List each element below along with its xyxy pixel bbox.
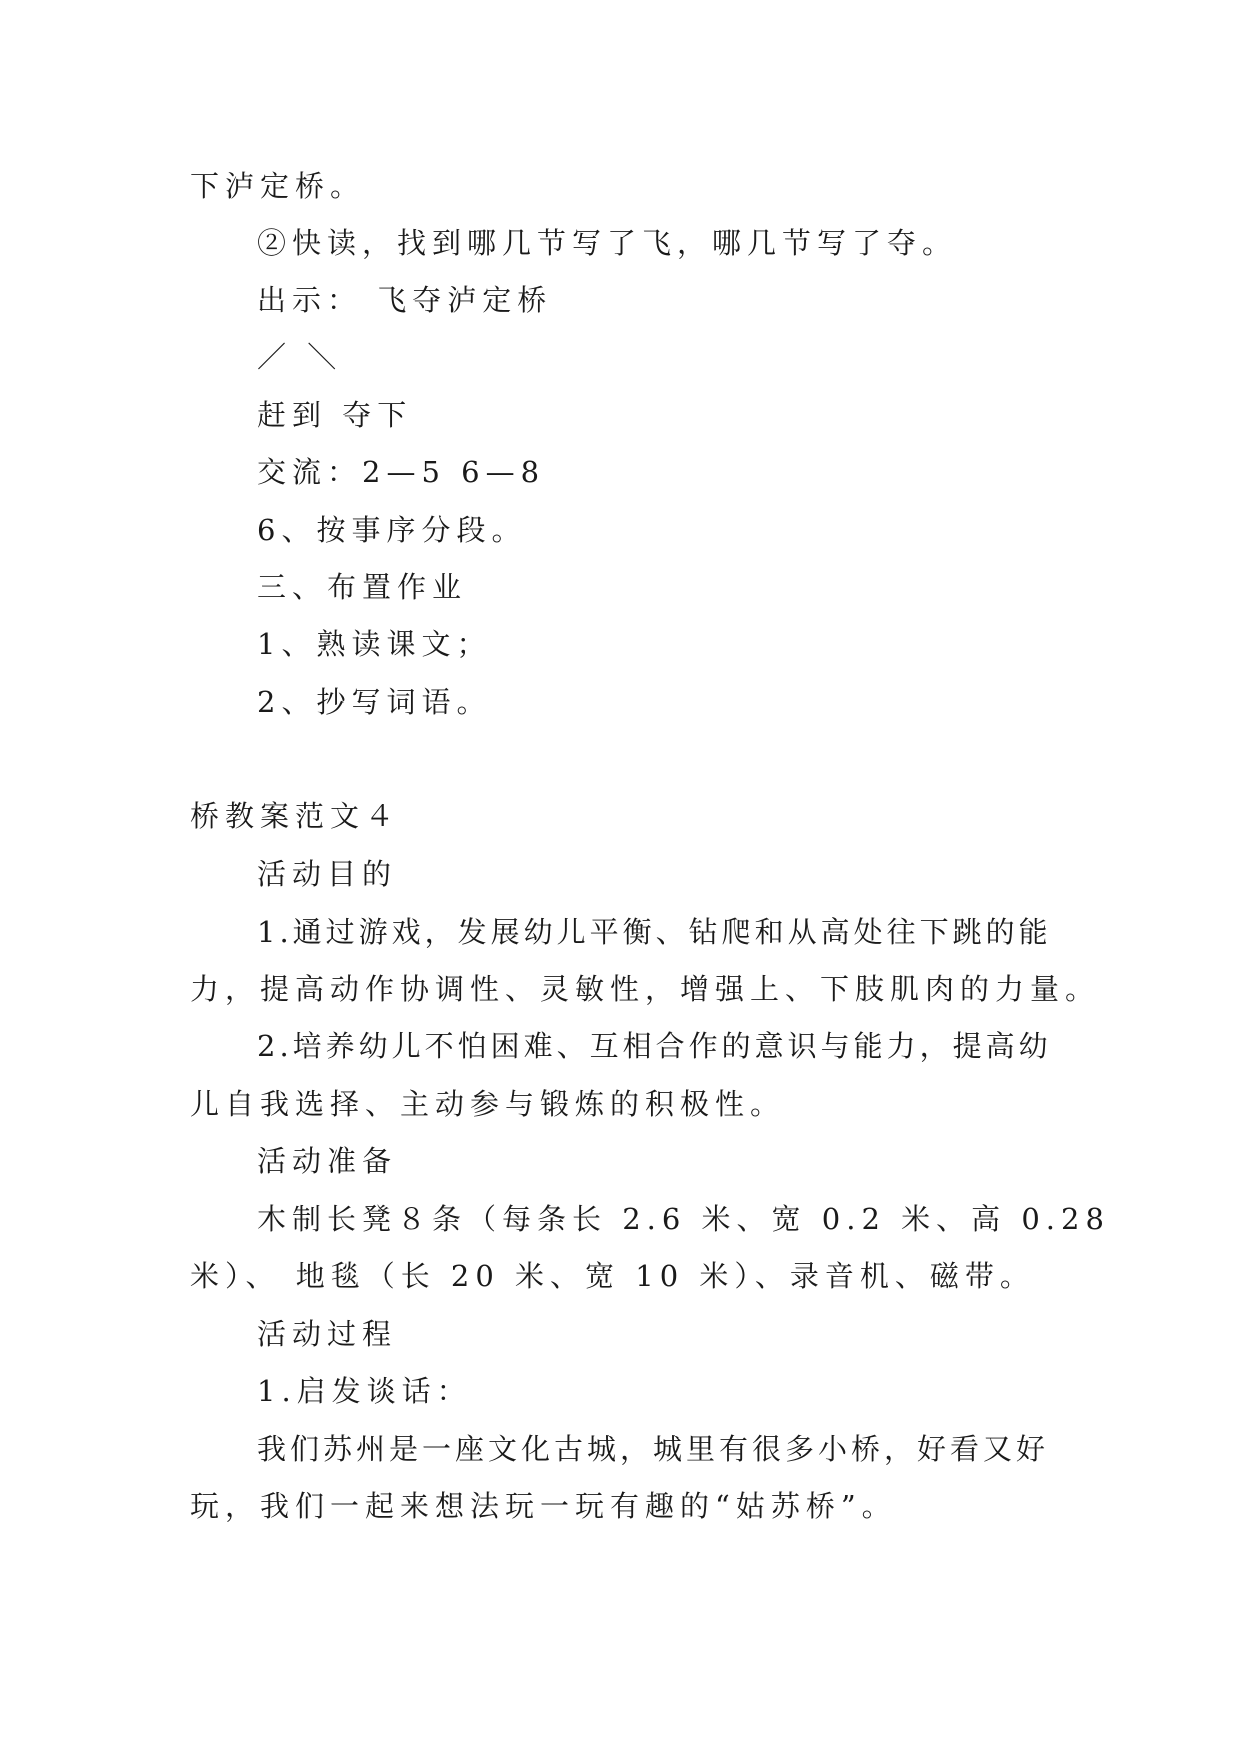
text-line: ／ ＼ <box>257 340 343 374</box>
text-line: 6、按事序分段。 <box>257 513 527 547</box>
text-line: ②快读，找到哪几节写了飞，哪几节写了夺。 <box>257 226 958 260</box>
text-line: 交流：2—5 6—8 <box>257 455 546 489</box>
paragraph-line: 1.通过游戏，发展幼儿平衡、钻爬和从高处往下跳的能 <box>257 915 1052 949</box>
section-heading: 活动目的 <box>257 857 398 891</box>
text-line: 出示： 飞夺泸定桥 <box>257 283 553 317</box>
section-heading: 活动准备 <box>257 1144 398 1178</box>
text-line: 1、熟读课文； <box>257 627 492 661</box>
paragraph-line: 力，提高动作协调性、灵敏性，增强上、下肢肌肉的力量。 <box>190 972 1101 1006</box>
text-line: 2、抄写词语。 <box>257 685 492 719</box>
paragraph-line: 2.培养幼儿不怕困难、互相合作的意识与能力，提高幼 <box>257 1029 1052 1063</box>
document-title: 桥教案范文４ <box>190 799 401 833</box>
paragraph-line: 儿自我选择、主动参与锻炼的积极性。 <box>190 1087 786 1121</box>
paragraph-line: 米）、 地毯（长 20 米、宽 10 米）、录音机、磁带。 <box>190 1259 1035 1293</box>
paragraph-line: 我们苏州是一座文化古城，城里有很多小桥，好看又好 <box>257 1432 1050 1466</box>
text-line: 1.启发谈话： <box>257 1374 472 1408</box>
paragraph-line: 玩，我们一起来想法玩一玩有趣的“姑苏桥”。 <box>190 1489 897 1523</box>
section-heading: 三、布置作业 <box>257 570 468 604</box>
text-line: 下泸定桥。 <box>190 169 366 203</box>
text-line: 赶到 夺下 <box>257 398 413 432</box>
section-heading: 活动过程 <box>257 1317 398 1351</box>
paragraph-line: 木制长凳８条（每条长 2.6 米、宽 0.2 米、高 0.28 <box>257 1202 1110 1236</box>
